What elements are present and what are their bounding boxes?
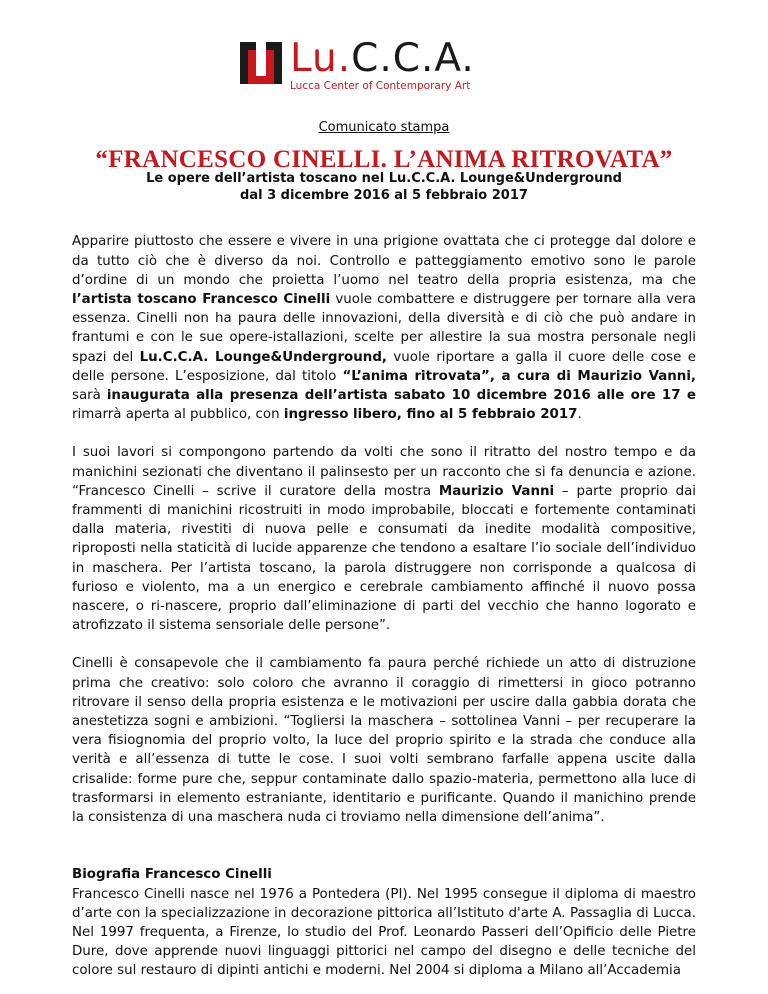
logo-mark-icon [240,42,282,84]
paragraph-works: I suoi lavori si compongono partendo da volti che sono il ritratto del nostro tempo e da manichini sezionati che diventano il palinsesto per un racconto che si fa denuncia e azione. “Francesco Cinelli – scrive il curatore della mostra Maurizio Vanni – parte proprio dai frammenti di manichini ricostruiti in modo improbabile, bloccati e fortemente contaminati dalla materia, rivestiti di nuova pelle e consumati da inedite modalità compositive, riproposti nella staticità di lucide apparenze che tendono a esaltare l’io sociale dell’individuo in maschera. Per l’artista toscano, la parola distruggere non corrisponde a qualcosa di furioso e violento, ma a un energico e cerebrale cambiamento affinché il nuovo possa nascere, o ri-nascere, proprio dall’eliminazione di parti del vecchio che hanno logorato e atrofizzato il sistema sensoriale delle persone”. [72,445,697,634]
subtitle-line-2: dal 3 dicembre 2016 al 5 febbraio 2017 [240,188,528,204]
biography-heading: Biografia Francesco Cinelli [72,867,272,883]
subtitle-line-1: Le opere dell’artista toscano nel Lu.C.C.A. Lounge&Underground [146,171,622,187]
press-release [72,118,696,981]
logo-brand-prefix: Lu. [290,36,352,81]
kicker: Comunicato stampa [318,120,450,135]
lucca-logo [240,36,540,92]
logo-brand-suffix: C.C.A. [351,36,475,81]
logo-wordmark [290,36,475,82]
paragraph-change: Cinelli è consapevole che il cambiamento fa paura perché richiede un atto di distruzione prima che creativo: solo coloro che avranno il coraggio di rimettersi in gioco potranno ritrovare il senso della propria esistenza e le motivazioni per uscire dalla gabbia dorata che anestetizza sogni e ambizioni. “Togliersi la maschera – sottolinea Vanni – per recuperare la vera fisiognomia del proprio volto, la luce del proprio spirito e la strada che conduce alla verità e all’essenza di tutte le cose. I suoi volti sembrano farfalle appena uscite dalla crisalide: forme pure che, seppur contaminate dallo spazio-materia, permettono alla luce di trasformarsi in elemento estraniante, identitario e purificante. Quando il manichino prende la consistenza di una maschera nuda ci troviamo nella dimensione dell’anima”. [72,656,696,826]
paragraph-intro: Apparire piuttosto che essere e vivere in una prigione ovattata che ci protegge dal dolore e da tutto ciò che è diverso da noi. Controllo e patteggiamento emotivo sono le parole d’ordine di un mondo che proietta l’uomo nel teatro della propria esistenza, ma che l’artista toscano Francesco Cinelli vuole combattere e distruggere per tornare alla vera essenza. Cinelli non ha paura delle innovazioni, della diversità e di ciò che può andare in frantumi e con le sue opere-istallazioni, scelte per allestire la sua mostra personale negli spazi del Lu.C.C.A. Lounge&Underground, vuole riportare a galla il cuore delle cose e delle persone. L’esposizione, dal titolo “L’anima ritrovata”, a cura di Maurizio Vanni, sarà inaugurata alla presenza dell’artista sabato 10 dicembre 2016 alle ore 17 e rimarrà aperta al pubblico, con ingresso libero, fino al 5 febbraio 2017. [72,234,696,423]
page-title: “FRANCESCO CINELLI. L’ANIMA RITROVATA” [95,146,673,174]
logo-tagline: Lucca Center of Contemporary Art [290,80,471,92]
biography-text: Francesco Cinelli nasce nel 1976 a Pontedera (PI). Nel 1995 consegue il diploma di maestro d’arte con la specializzazione in decorazione pittorica all’Istituto d'arte A. Passaglia di Lucca. Nel 1997 frequenta, a Firenze, lo studio del Prof. Leonardo Passeri dell’Opificio delle Pietre Dure, dove apprende nuovi linguaggi pittorici nel campo del disegno e delle tecniche del colore sul restauro di dipinti antichi e moderni. Nel 2004 si diploma a Milano all’Accademia [72,886,696,979]
